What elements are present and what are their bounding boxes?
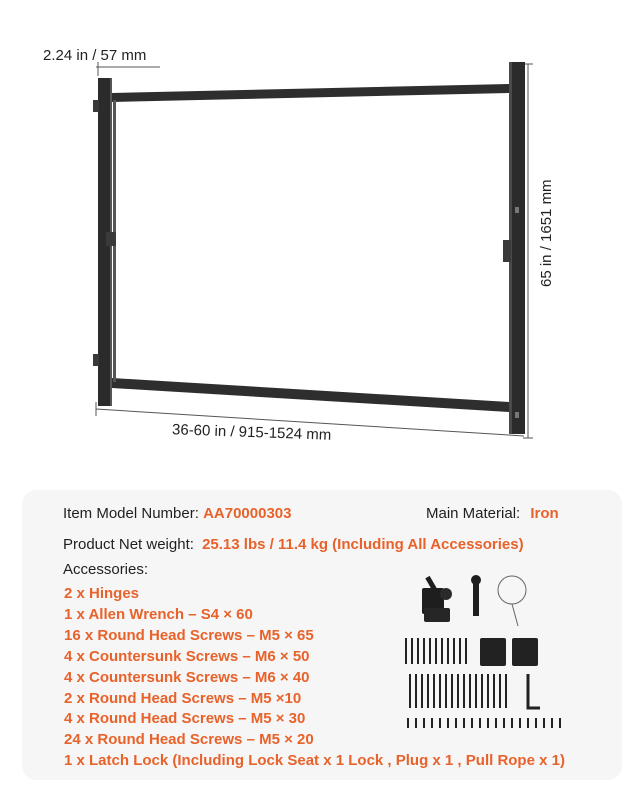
latch-lock-icon xyxy=(422,576,452,622)
accessory-item: 2 x Hinges xyxy=(64,585,140,602)
hardware-illustration xyxy=(400,568,580,738)
accessory-item: 1 x Allen Wrench – S4 × 60 xyxy=(64,605,253,623)
material-row xyxy=(426,505,559,522)
weight-label: Product Net weight: xyxy=(63,536,194,553)
material-label: Main Material: xyxy=(426,505,521,522)
weight-row xyxy=(63,536,524,553)
accessory-item: 4 x Countersunk Screws – M6 × 40 xyxy=(64,668,310,686)
pull-rope-icon xyxy=(498,576,526,626)
accessory-item: 4 x Countersunk Screws – M6 × 50 xyxy=(64,647,310,665)
accessories-heading: Accessories: xyxy=(63,561,149,578)
model-number-value: AA70000303 xyxy=(203,505,292,522)
accessory-item: 1 x Latch Lock (Including Lock Seat x 1 Lock , Plug x 1 , Pull Rope x 1) xyxy=(64,752,565,770)
model-number-row xyxy=(63,505,291,522)
plug-icon xyxy=(471,575,481,616)
accessory-item: 24 x Round Head Screws – M5 × 20 xyxy=(64,731,314,749)
model-number-label: Item Model Number: xyxy=(63,505,199,522)
bottom-width-dimension: 36-60 in / 915-1524 mm xyxy=(171,421,332,444)
accessory-item: 16 x Round Head Screws – M5 × 65 xyxy=(64,626,314,644)
hinges-icon xyxy=(480,638,538,666)
height-dimension: 65 in / 1651 mm xyxy=(538,179,555,287)
accessory-item: 4 x Round Head Screws – M5 × 30 xyxy=(64,710,306,728)
material-value: Iron xyxy=(530,505,559,522)
allen-wrench-icon xyxy=(528,674,540,708)
short-screws-icon xyxy=(408,718,560,728)
weight-value: 25.13 lbs / 11.4 kg (Including All Accessories) xyxy=(202,536,524,553)
top-width-dimension: 2.24 in / 57 mm xyxy=(43,47,147,64)
accessory-item: 2 x Round Head Screws – M5 ×10 xyxy=(64,689,302,707)
